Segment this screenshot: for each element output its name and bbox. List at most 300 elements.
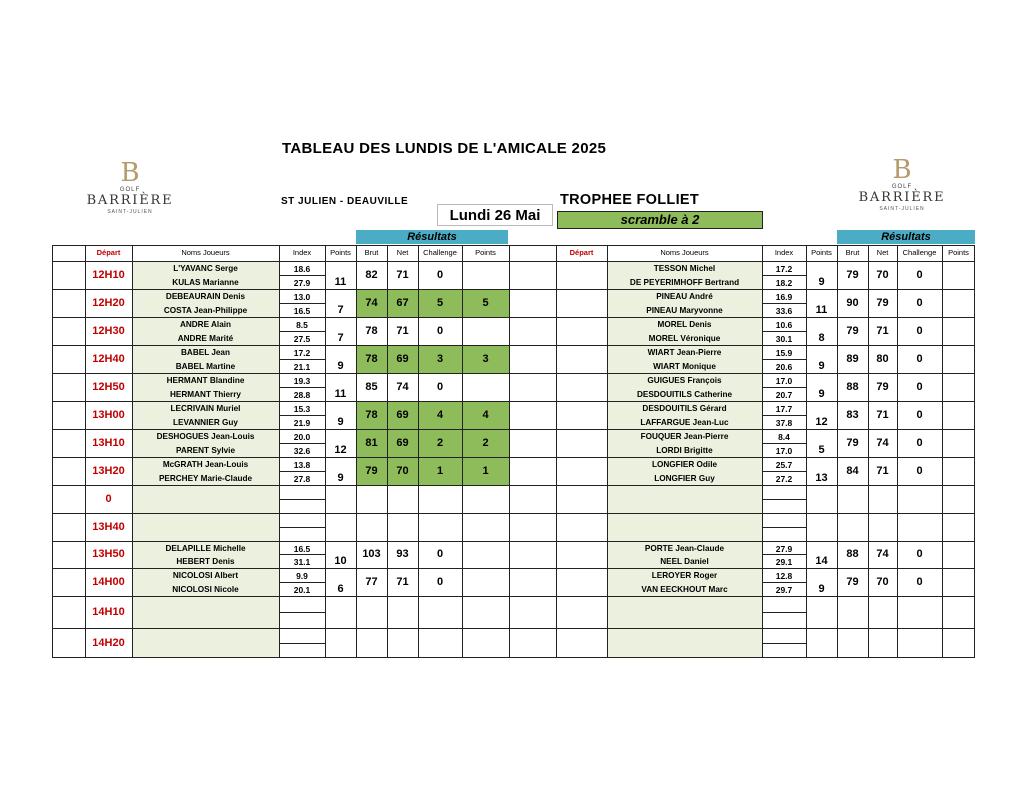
grid-line — [52, 541, 975, 542]
grid-line — [279, 359, 325, 360]
score-net: 71 — [396, 576, 409, 588]
header-index: Index — [292, 248, 312, 257]
score-points — [942, 401, 975, 429]
player-name: VAN EECKHOUT Marc — [641, 585, 728, 594]
score-brut: 74 — [365, 297, 378, 309]
grid-line — [52, 317, 975, 318]
grid-line — [762, 643, 806, 644]
score-net — [387, 628, 418, 658]
player-name: LEVANNIER Guy — [173, 418, 238, 427]
score-net — [868, 628, 897, 658]
header-net: Net — [396, 248, 409, 257]
score-points — [462, 317, 509, 345]
team-points — [325, 527, 356, 541]
team-points: 11 — [334, 388, 347, 400]
player-index: 15.9 — [775, 348, 793, 358]
header-depart: Départ — [96, 248, 121, 257]
score-net: 71 — [876, 465, 889, 477]
tee-time: 12H20 — [92, 297, 125, 309]
grid-line — [762, 331, 806, 332]
grid-line — [279, 554, 325, 555]
header-noms: Noms Joueurs — [660, 248, 709, 257]
player-name: ANDRE Alain — [179, 320, 232, 329]
player-index: 16.5 — [293, 306, 311, 316]
player-name: COSTA Jean-Philippe — [163, 306, 248, 315]
golf-barriere-logo-left — [82, 158, 178, 222]
score-brut: 78 — [365, 409, 378, 421]
score-points — [942, 429, 975, 457]
player-index: 13.0 — [293, 292, 311, 302]
player-index — [279, 613, 325, 626]
player-index — [279, 514, 325, 527]
player-index: 10.6 — [775, 320, 793, 330]
player-index — [762, 500, 806, 513]
team-points: 7 — [337, 304, 344, 316]
page-title: TABLEAU DES LUNDIS DE L'AMICALE 2025 — [282, 140, 607, 157]
score-brut: 79 — [365, 465, 378, 477]
grid-line — [279, 527, 325, 528]
player-index — [762, 514, 806, 527]
results-header-right: Résultats — [837, 230, 975, 244]
player-index: 17.2 — [293, 348, 311, 358]
team-points: 11 — [334, 276, 347, 288]
team-points: 13 — [815, 472, 828, 484]
grid-line — [762, 554, 806, 555]
player-index: 29.1 — [775, 557, 793, 567]
player-index: 18.2 — [775, 278, 793, 288]
score-net: 69 — [396, 353, 409, 365]
player-index: 20.6 — [775, 362, 793, 372]
score-net: 80 — [876, 353, 889, 365]
logo-monogram: B — [892, 155, 912, 185]
score-brut — [356, 596, 387, 628]
player-index: 13.8 — [293, 460, 311, 470]
score-points — [942, 289, 975, 317]
player-name: LORDI Brigitte — [656, 446, 713, 455]
grid-line — [279, 331, 325, 332]
team-points — [806, 527, 837, 541]
score-net: 67 — [396, 297, 409, 309]
tee-time: 14H10 — [92, 606, 125, 618]
player-name: L'YAVANC Serge — [173, 264, 238, 273]
score-net — [868, 485, 897, 513]
score-net: 70 — [396, 465, 409, 477]
team-points — [806, 612, 837, 628]
score-points — [942, 628, 975, 658]
team-points: 5 — [818, 444, 825, 456]
player-index — [762, 528, 806, 541]
player-name — [607, 613, 762, 626]
player-name: NICOLOSI Nicole — [172, 585, 239, 594]
score-brut: 77 — [365, 576, 378, 588]
player-name: DESDOUITILS Catherine — [636, 390, 733, 399]
grid-line — [762, 387, 806, 388]
team-points: 7 — [337, 332, 344, 344]
grid-line — [279, 582, 325, 583]
score-points — [462, 513, 509, 541]
score-challenge: 0 — [916, 269, 923, 281]
score-challenge — [418, 513, 462, 541]
player-index: 12.8 — [775, 571, 793, 581]
score-points — [942, 568, 975, 596]
player-name — [607, 486, 762, 499]
header-points: Points — [330, 248, 351, 257]
score-points: 4 — [482, 409, 489, 421]
player-index: 27.2 — [775, 474, 793, 484]
results-header-left: Résultats — [356, 230, 508, 244]
score-points: 3 — [482, 353, 489, 365]
player-name — [132, 629, 279, 642]
player-name: McGRATH Jean-Louis — [162, 460, 249, 469]
header-index: Index — [774, 248, 794, 257]
score-challenge: 4 — [436, 409, 444, 421]
score-points — [462, 568, 509, 596]
player-index — [279, 597, 325, 610]
player-index: 21.9 — [293, 418, 311, 428]
grid-line — [762, 612, 806, 613]
grid-line — [279, 415, 325, 416]
score-points: 1 — [482, 465, 489, 477]
team-points: 12 — [334, 444, 347, 456]
grid-line — [762, 415, 806, 416]
player-index: 27.9 — [775, 544, 793, 554]
score-brut: 79 — [846, 269, 859, 281]
score-brut — [837, 596, 868, 628]
score-points: 5 — [482, 297, 489, 309]
score-challenge: 0 — [436, 269, 444, 281]
score-points — [942, 457, 975, 485]
score-net: 70 — [876, 269, 889, 281]
score-challenge — [897, 513, 942, 541]
player-name: DESHOGUES Jean-Louis — [156, 432, 255, 441]
score-brut: 84 — [846, 465, 859, 477]
score-brut — [356, 628, 387, 658]
grid-line — [279, 612, 325, 613]
tee-time: 14H00 — [92, 576, 125, 588]
player-name: GUIGUES François — [647, 376, 722, 385]
grid-line — [279, 643, 325, 644]
grid-line — [52, 628, 975, 629]
tee-time: 12H10 — [92, 269, 125, 281]
score-brut: 88 — [846, 548, 859, 560]
grid-line — [52, 345, 975, 346]
player-name: MOREL Véronique — [648, 334, 721, 343]
score-challenge — [897, 628, 942, 658]
player-name — [607, 629, 762, 642]
score-points — [942, 485, 975, 513]
score-challenge: 0 — [916, 437, 923, 449]
player-index — [762, 486, 806, 499]
header-challenge: Challenge — [902, 248, 937, 257]
player-index: 20.7 — [775, 390, 793, 400]
grid-line — [52, 568, 975, 569]
player-index — [279, 528, 325, 541]
score-brut — [356, 513, 387, 541]
grid-line — [762, 582, 806, 583]
player-index — [279, 486, 325, 499]
score-points — [942, 317, 975, 345]
player-name — [607, 644, 762, 657]
grid-line — [762, 275, 806, 276]
player-index: 16.9 — [775, 292, 793, 302]
header-points2: Points — [948, 248, 969, 257]
team-points: 9 — [818, 360, 825, 372]
player-name — [607, 500, 762, 513]
player-index — [279, 500, 325, 513]
player-name — [132, 500, 279, 513]
score-points — [462, 485, 509, 513]
team-points: 9 — [818, 388, 825, 400]
score-challenge: 0 — [436, 576, 444, 588]
score-brut — [356, 485, 387, 513]
player-name: NEEL Daniel — [660, 557, 709, 566]
player-index: 27.8 — [293, 474, 311, 484]
score-challenge: 1 — [436, 465, 444, 477]
player-name: PORTE Jean-Claude — [644, 544, 725, 553]
score-net: 70 — [876, 576, 889, 588]
player-name: WIART Jean-Pierre — [647, 348, 722, 357]
player-index: 28.8 — [293, 390, 311, 400]
header-brut: Brut — [845, 248, 860, 257]
header-points2: Points — [475, 248, 496, 257]
score-challenge: 0 — [436, 381, 444, 393]
team-points: 6 — [337, 583, 344, 595]
player-name: WIART Monique — [653, 362, 716, 371]
player-name: DEBEAURAIN Denis — [165, 292, 246, 301]
player-name — [607, 528, 762, 541]
player-name — [607, 514, 762, 527]
team-points — [806, 643, 837, 658]
score-points — [942, 596, 975, 628]
player-index: 16.5 — [293, 544, 311, 554]
tee-time: 13H40 — [92, 521, 125, 533]
team-points — [325, 643, 356, 658]
score-challenge: 0 — [916, 576, 923, 588]
tee-time: 12H40 — [92, 353, 125, 365]
player-index: 19.3 — [293, 376, 311, 386]
score-brut: 85 — [365, 381, 378, 393]
tee-time: 13H50 — [92, 548, 125, 560]
grid-line — [762, 359, 806, 360]
logo-line-golf: GOLF — [891, 184, 913, 190]
score-brut: 88 — [846, 381, 859, 393]
score-net: 74 — [876, 437, 889, 449]
player-index: 33.6 — [775, 306, 793, 316]
logo-line-golf: GOLF — [119, 187, 141, 193]
player-index: 8.4 — [778, 432, 790, 442]
score-brut: 79 — [846, 325, 859, 337]
grid-line — [279, 275, 325, 276]
tee-time: 12H30 — [92, 325, 125, 337]
score-challenge: 5 — [436, 297, 444, 309]
tee-time: 13H20 — [92, 465, 125, 477]
score-net: 71 — [396, 325, 409, 337]
score-challenge — [897, 596, 942, 628]
grid-line — [52, 401, 975, 402]
team-points: 9 — [337, 360, 344, 372]
header-noms: Noms Joueurs — [181, 248, 230, 257]
score-brut: 79 — [846, 437, 859, 449]
player-index: 15.3 — [293, 404, 311, 414]
player-name: LONGFIER Guy — [654, 474, 715, 483]
team-points — [806, 499, 837, 513]
player-index: 32.6 — [293, 446, 311, 456]
score-points: 2 — [482, 437, 489, 449]
player-name: LONGFIER Odile — [651, 460, 718, 469]
grid-line — [279, 387, 325, 388]
golf-barriere-logo-right — [854, 155, 950, 219]
player-index — [762, 613, 806, 626]
player-index: 25.7 — [775, 460, 793, 470]
grid-line — [279, 443, 325, 444]
score-challenge — [418, 596, 462, 628]
player-index: 30.1 — [775, 334, 793, 344]
grid-line — [52, 261, 975, 262]
player-index — [279, 629, 325, 642]
grid-line — [52, 513, 975, 514]
score-net: 93 — [396, 548, 409, 560]
player-name — [132, 514, 279, 527]
logo-line-barriere: BARRIÈRE — [86, 193, 174, 208]
player-index: 31.1 — [293, 557, 311, 567]
player-name: PINEAU André — [656, 292, 713, 301]
player-index: 27.9 — [293, 278, 311, 288]
score-challenge: 0 — [916, 381, 923, 393]
player-name: KULAS Marianne — [172, 278, 239, 287]
player-name — [132, 486, 279, 499]
player-name: HERMANT Thierry — [170, 390, 241, 399]
score-challenge: 0 — [916, 353, 923, 365]
team-points: 9 — [818, 583, 825, 595]
logo-line-barriere: BARRIÈRE — [858, 190, 946, 205]
player-index: 29.7 — [775, 585, 793, 595]
score-challenge: 0 — [916, 325, 923, 337]
player-name: DE PEYERIMHOFF Bertrand — [629, 278, 740, 287]
score-points — [942, 345, 975, 373]
score-challenge: 0 — [916, 548, 923, 560]
grid-line — [762, 471, 806, 472]
score-points — [942, 541, 975, 568]
tee-time: 0 — [105, 493, 112, 505]
score-brut: 90 — [846, 297, 859, 309]
player-index: 27.5 — [293, 334, 311, 344]
score-brut: 79 — [846, 576, 859, 588]
player-name: ANDRE Marité — [177, 334, 234, 343]
score-challenge: 0 — [916, 409, 923, 421]
grid-line — [279, 499, 325, 500]
score-brut — [837, 485, 868, 513]
score-brut: 78 — [365, 325, 378, 337]
score-net: 71 — [396, 269, 409, 281]
player-name: PARENT Sylvie — [176, 446, 235, 455]
player-index — [279, 644, 325, 657]
header-net: Net — [876, 248, 889, 257]
player-name: BABEL Jean — [181, 348, 230, 357]
score-challenge: 0 — [916, 297, 923, 309]
score-points — [462, 628, 509, 658]
player-index: 8.5 — [296, 320, 308, 330]
player-name — [132, 528, 279, 541]
player-name: TESSON Michel — [653, 264, 716, 273]
player-index: 17.7 — [775, 404, 793, 414]
player-name: PINEAU Maryvonne — [646, 306, 723, 315]
grid-line — [52, 657, 975, 658]
player-index — [762, 597, 806, 610]
player-index: 17.2 — [775, 264, 793, 274]
grid-line — [762, 499, 806, 500]
score-points — [462, 373, 509, 401]
score-net: 71 — [876, 409, 889, 421]
player-index: 21.1 — [293, 362, 311, 372]
score-net: 74 — [876, 548, 889, 560]
score-points — [942, 261, 975, 289]
score-brut: 82 — [365, 269, 378, 281]
tee-time: 12H50 — [92, 381, 125, 393]
header-challenge: Challenge — [423, 248, 457, 257]
team-points — [325, 499, 356, 513]
player-name — [132, 613, 279, 626]
player-name — [607, 597, 762, 610]
score-net — [387, 485, 418, 513]
player-name: DESDOUITILS Gérard — [642, 404, 727, 413]
score-points — [462, 261, 509, 289]
grid-line — [52, 245, 975, 246]
location-label: ST JULIEN - DEAUVILLE — [281, 196, 409, 207]
score-net — [868, 596, 897, 628]
player-name: LAFFARGUE Jean-Luc — [640, 418, 729, 427]
team-points: 12 — [815, 416, 828, 428]
logo-line-saint-julien: SAINT-JULIEN — [107, 209, 153, 215]
player-index — [762, 629, 806, 642]
score-points — [462, 541, 509, 568]
trophy-title: TROPHEE FOLLIET — [560, 192, 700, 208]
header-depart: Départ — [569, 248, 594, 257]
team-points: 9 — [337, 472, 344, 484]
team-points: 10 — [334, 555, 347, 567]
score-challenge — [897, 485, 942, 513]
tee-time: 13H10 — [92, 437, 125, 449]
format-box: scramble à 2 — [557, 211, 763, 229]
grid-line — [762, 443, 806, 444]
grid-line — [52, 373, 975, 374]
grid-line — [762, 527, 806, 528]
score-challenge — [418, 628, 462, 658]
score-brut: 78 — [365, 353, 378, 365]
score-net: 71 — [876, 325, 889, 337]
tee-time: 14H20 — [92, 637, 125, 649]
player-name: BABEL Martine — [175, 362, 236, 371]
score-brut — [837, 513, 868, 541]
grid-line — [52, 429, 975, 430]
player-name: DELAPILLE Michelle — [165, 544, 246, 553]
date-box: Lundi 26 Mai — [437, 204, 553, 226]
player-name: LEROYER Roger — [651, 571, 718, 580]
grid-line — [762, 303, 806, 304]
score-challenge: 2 — [436, 437, 444, 449]
player-index: 9.9 — [296, 571, 308, 581]
team-points: 9 — [818, 276, 825, 288]
player-index — [762, 644, 806, 657]
player-name: FOUQUER Jean-Pierre — [640, 432, 729, 441]
player-name: PERCHEY Marie-Claude — [158, 474, 253, 483]
player-name: HERMANT Blandine — [166, 376, 245, 385]
player-name — [132, 597, 279, 610]
score-net: 74 — [396, 381, 409, 393]
score-net — [387, 513, 418, 541]
player-index: 37.8 — [775, 418, 793, 428]
score-challenge — [418, 485, 462, 513]
player-index: 20.1 — [293, 585, 311, 595]
